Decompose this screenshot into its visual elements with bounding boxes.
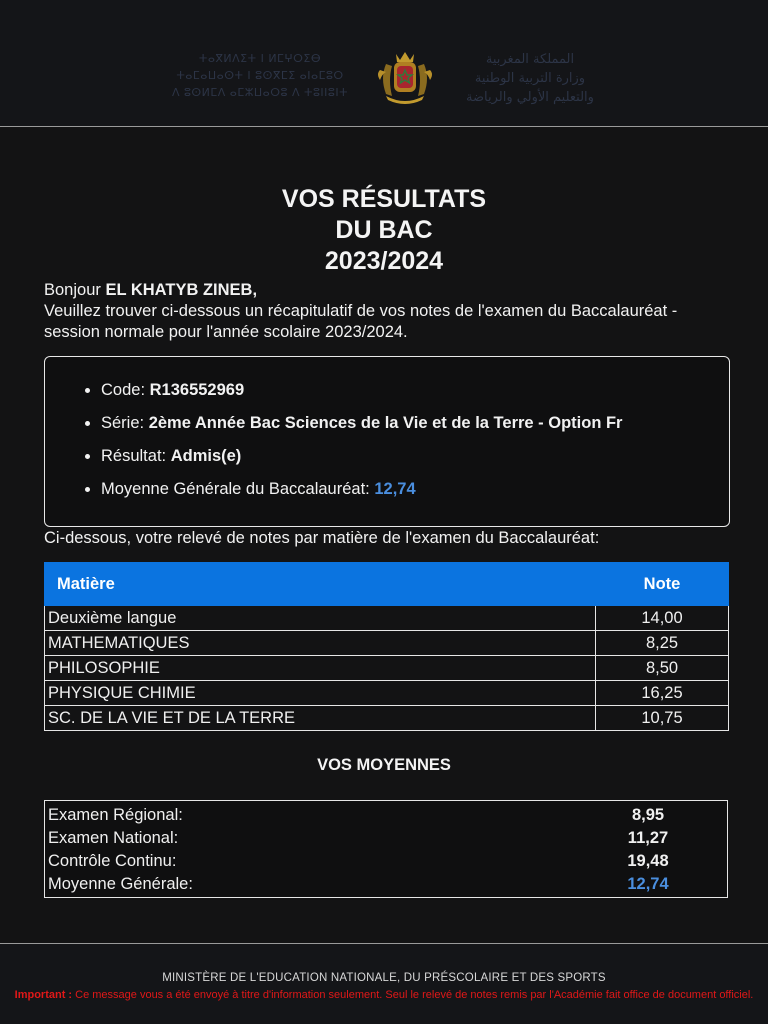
matiere-column-header: Matière: [45, 563, 596, 606]
matiere-cell: Deuxième langue: [45, 606, 596, 631]
matiere-cell: MATHEMATIQUES: [45, 631, 596, 656]
summary-serie: Série: 2ème Année Bac Sciences de la Vie et de la Terre - Option Fr: [101, 414, 623, 432]
moyenne-label: Examen National:: [48, 829, 179, 847]
page-header: [0, 0, 768, 127]
moyenne-label: Moyenne Générale:: [48, 875, 193, 893]
arabic-ministry-name: المملكة المغربية وزارة التربية الوطنية والتعليم الأولي والرياضة: [466, 52, 594, 105]
summary-list: [101, 379, 622, 511]
moyenne-row-regional: [48, 803, 724, 827]
table-row: [45, 656, 729, 681]
moyenne-value: 8,95: [631, 806, 665, 824]
moyenne-value: 19,48: [627, 852, 669, 870]
note-cell: 16,25: [596, 681, 729, 706]
greeting-paragraph: [44, 280, 734, 343]
greeting-prefix: Bonjour: [44, 281, 106, 299]
summary-code: Code: R136552969: [101, 379, 622, 401]
releve-intro: Ci-dessous, votre relevé de notes par matière de l'examen du Baccalauréat:: [44, 529, 600, 547]
matiere-cell: SC. DE LA VIE ET DE LA TERRE: [45, 706, 596, 731]
note-cell: 10,75: [596, 706, 729, 731]
moyenne-row-continu: [48, 849, 724, 873]
important-label: Important :: [14, 989, 76, 1001]
note-cell: 8,25: [596, 631, 729, 656]
moyenne-value: 11,27: [627, 829, 669, 847]
moyenne-value: 12,74: [374, 480, 416, 498]
note-column-header: Note: [596, 563, 729, 606]
tifinagh-ministry-name: ⵜⴰⴳⵍⴷⵉⵜ ⵏ ⵍⵎⵖⵔⵉⴱ ⵜⴰⵎⴰⵡⴰⵙⵜ ⵏ ⵓⵙⴳⵎⵉ ⴰⵏⴰⵎⵓⵔ ⴷ ⵓⵙⵍⵎⴷ ⴰⵎⵣⵡⴰⵔⵓ ⴷ ⵜⵓⵏⵏⵓⵏⵜ: [171, 52, 349, 99]
moyenne-row-generale: [48, 872, 724, 896]
greeting-message: Veuillez trouver ci-dessous un récapitulatif de vos notes de l'examen du Baccalauréat - session normale pour l'année scolaire 2023/2024.: [44, 302, 678, 341]
important-notice: [0, 988, 768, 1002]
summary-moyenne: Moyenne Générale du Baccalauréat: 12,74: [101, 478, 622, 500]
ministry-footer-name: MINISTÈRE DE L'EDUCATION NATIONALE, DU PRÉSCOLAIRE ET DES SPORTS: [162, 972, 606, 984]
student-name: EL KHATYB ZINEB,: [105, 281, 258, 299]
resultat-value: Admis(e): [170, 447, 242, 465]
moyennes-title: VOS MOYENNES: [317, 756, 451, 774]
summary-resultat: Résultat: Admis(e): [101, 445, 622, 467]
moyenne-generale-value: 12,74: [627, 875, 669, 893]
summary-box: [44, 356, 730, 527]
table-row: [45, 706, 729, 731]
table-row: [45, 681, 729, 706]
moyenne-label: Examen Régional:: [48, 806, 183, 824]
table-row: [45, 631, 729, 656]
table-row: [45, 606, 729, 631]
page-title: VOS RÉSULTATS DU BAC 2023/2024: [281, 185, 487, 275]
matiere-cell: PHYSIQUE CHIMIE: [45, 681, 596, 706]
moyennes-box: [44, 800, 728, 898]
moyenne-row-national: [48, 826, 724, 850]
code-value: R136552969: [149, 381, 245, 399]
serie-value: 2ème Année Bac Sciences de la Vie et de la Terre - Option Fr: [148, 414, 623, 432]
page-footer: [0, 943, 768, 1024]
important-text: Ce message vous a été envoyé à titre d'information seulement. Seul le relevé de notes remis par l'Académie fait office de document officiel.: [75, 989, 754, 1001]
grades-header-row: [45, 563, 729, 606]
grades-table: [44, 562, 729, 731]
moyenne-label: Contrôle Continu:: [48, 852, 177, 870]
note-cell: 14,00: [596, 606, 729, 631]
morocco-coat-of-arms-icon: [372, 44, 438, 108]
note-cell: 8,50: [596, 656, 729, 681]
matiere-cell: PHILOSOPHIE: [45, 656, 596, 681]
